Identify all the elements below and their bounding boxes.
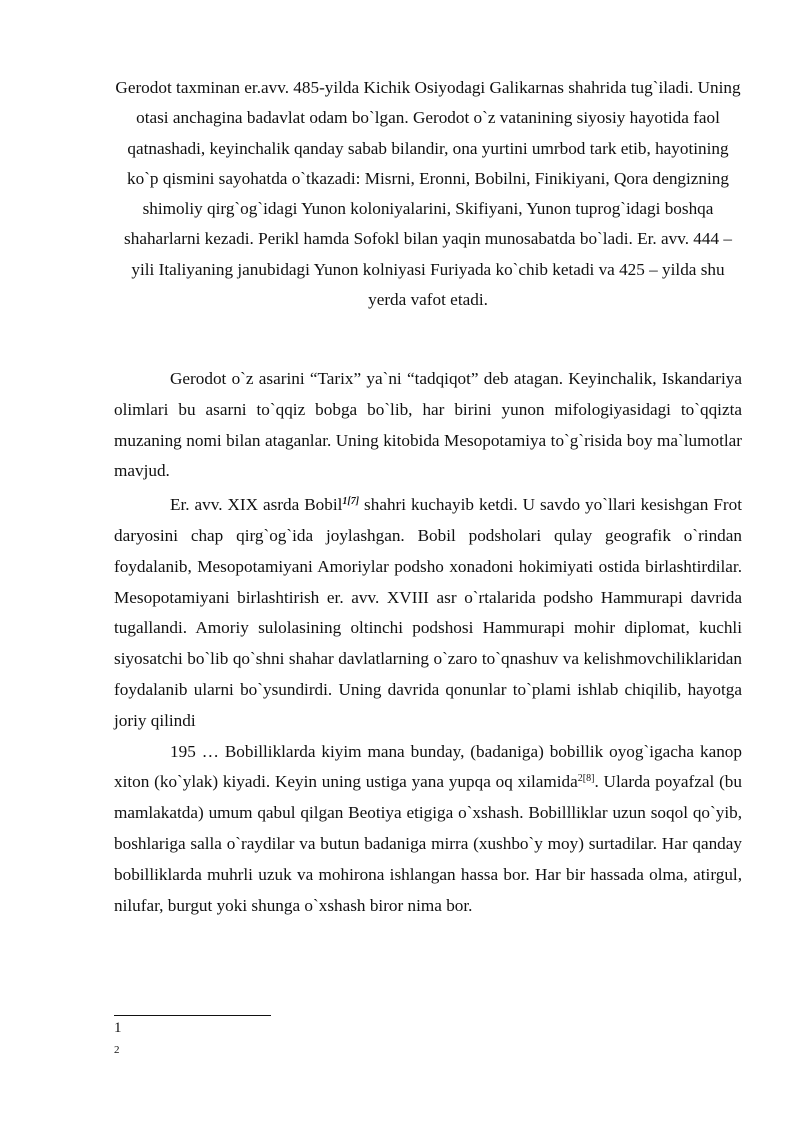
paragraph-babylon-clothing xyxy=(114,737,742,922)
paragraph-herodotus-biography: Gerodot taxminan er.avv. 485-yilda Kichik Osiyodagi Galikarnas shahrida tug`iladi. Uning otasi anchagina badavlat odam bo`lgan. Gerodot o`z vatanining siyosiy hayotida faol qatnashadi, keyinchalik qanday sabab bilandir, ona yurtini umrbod tark etib, hayotining ko`p qismini sayohatda o`tkazadi: Misrni, Eronni, Bobilni, Finikiyani, Qora dengizning shimoliy qirg`og`idagi Yunon koloniyalarini, Skifiyani, Yunon tuprog`idagi boshqa shaharlarni kezadi. Perikl hamda Sofokl bilan yaqin munosabatda bo`ladi. Er. avv. 444 – yili Italiyaning janubidagi Yunon kolniyasi Furiyada ko`chib ketadi va 425 – yilda shu yerda vafot etadi. xyxy=(115,78,741,310)
paragraph-clothing-text-start: 195 … Bobilliklarda kiyim mana bunday, (badaniga) bobillik oyog`igacha kanop xiton (ko`ylak) kiyadi. Keyin uning ustiga yana yupqa oq xilamida xyxy=(114,741,742,792)
footnote-separator xyxy=(114,1015,271,1016)
paragraph-babylon xyxy=(114,490,742,736)
intro-paragraph-block xyxy=(114,73,742,315)
footnote-ref-1[interactable]: 1[7] xyxy=(342,496,360,508)
footnote-ref-2[interactable]: 2[8] xyxy=(577,773,595,785)
paragraph-babylon-text-end: shahri kuchayib ketdi. U savdo yo`llari kesishgan Frot daryosini chap qirg`og`ida joylashgan. Bobil podsholari qulay geografik o`rindan foydalanib, Mesopotamiyani Amoriylar podsho xonadoni hokimiyati ostida birlashtirdilar. Mesopotamiyani birlashtirish er. avv. XVIII asr o`rtalarida podsho Hammurapi davrida tugallandi. Amoriy sulolasining oltinchi podshosi Hammurapi mohir diplomat, kuchli siyosatchi bo`lib qo`shni shahar davlatlarning o`zaro to`qnashuv va kelishmovchiliklaridan foydalanib ularni bo`ysundirdi. Uning davrida qonunlar to`plami ishlab chiqilib, hayotga joriy qilindi xyxy=(114,495,742,730)
footnote-1-number: 1 xyxy=(114,1020,122,1036)
main-text-block xyxy=(114,364,742,921)
paragraph-history-work: Gerodot o`z asarini “Tarix” ya`ni “tadqiqot” deb atagan. Keyinchalik, Iskandariya olimlari bu asarni to`qqiz bobga bo`lib, har birini yunon mifologiyasidagi to`qqizta muzaning nomi bilan ataganlar. Uning kitobida Mesopotamiya to`g`risida boy ma`lumotlar mavjud. xyxy=(114,369,742,481)
paragraph-babylon-text-start: Er. avv. XIX asrda Bobil xyxy=(170,495,343,515)
footnote-2-number: 2 xyxy=(114,1044,120,1056)
paragraph-clothing-text-end: . Ularda poyafzal (bu mamlakatda) umum qabul qilgan Beotiya etigiga o`xshash. Bobillliklar uzun soqol qo`yib, boshlariga salla o`raydilar va butun badaniga mirra (xushbo`y moy) surtadilar. Har qanday bobilliklarda muhrli uzuk va mohirona ishlangan hassa bor. Har bir hassada olma, atirgul, nilufar, burgut yoki shunga o`xshash biror nima bor. xyxy=(114,772,742,915)
